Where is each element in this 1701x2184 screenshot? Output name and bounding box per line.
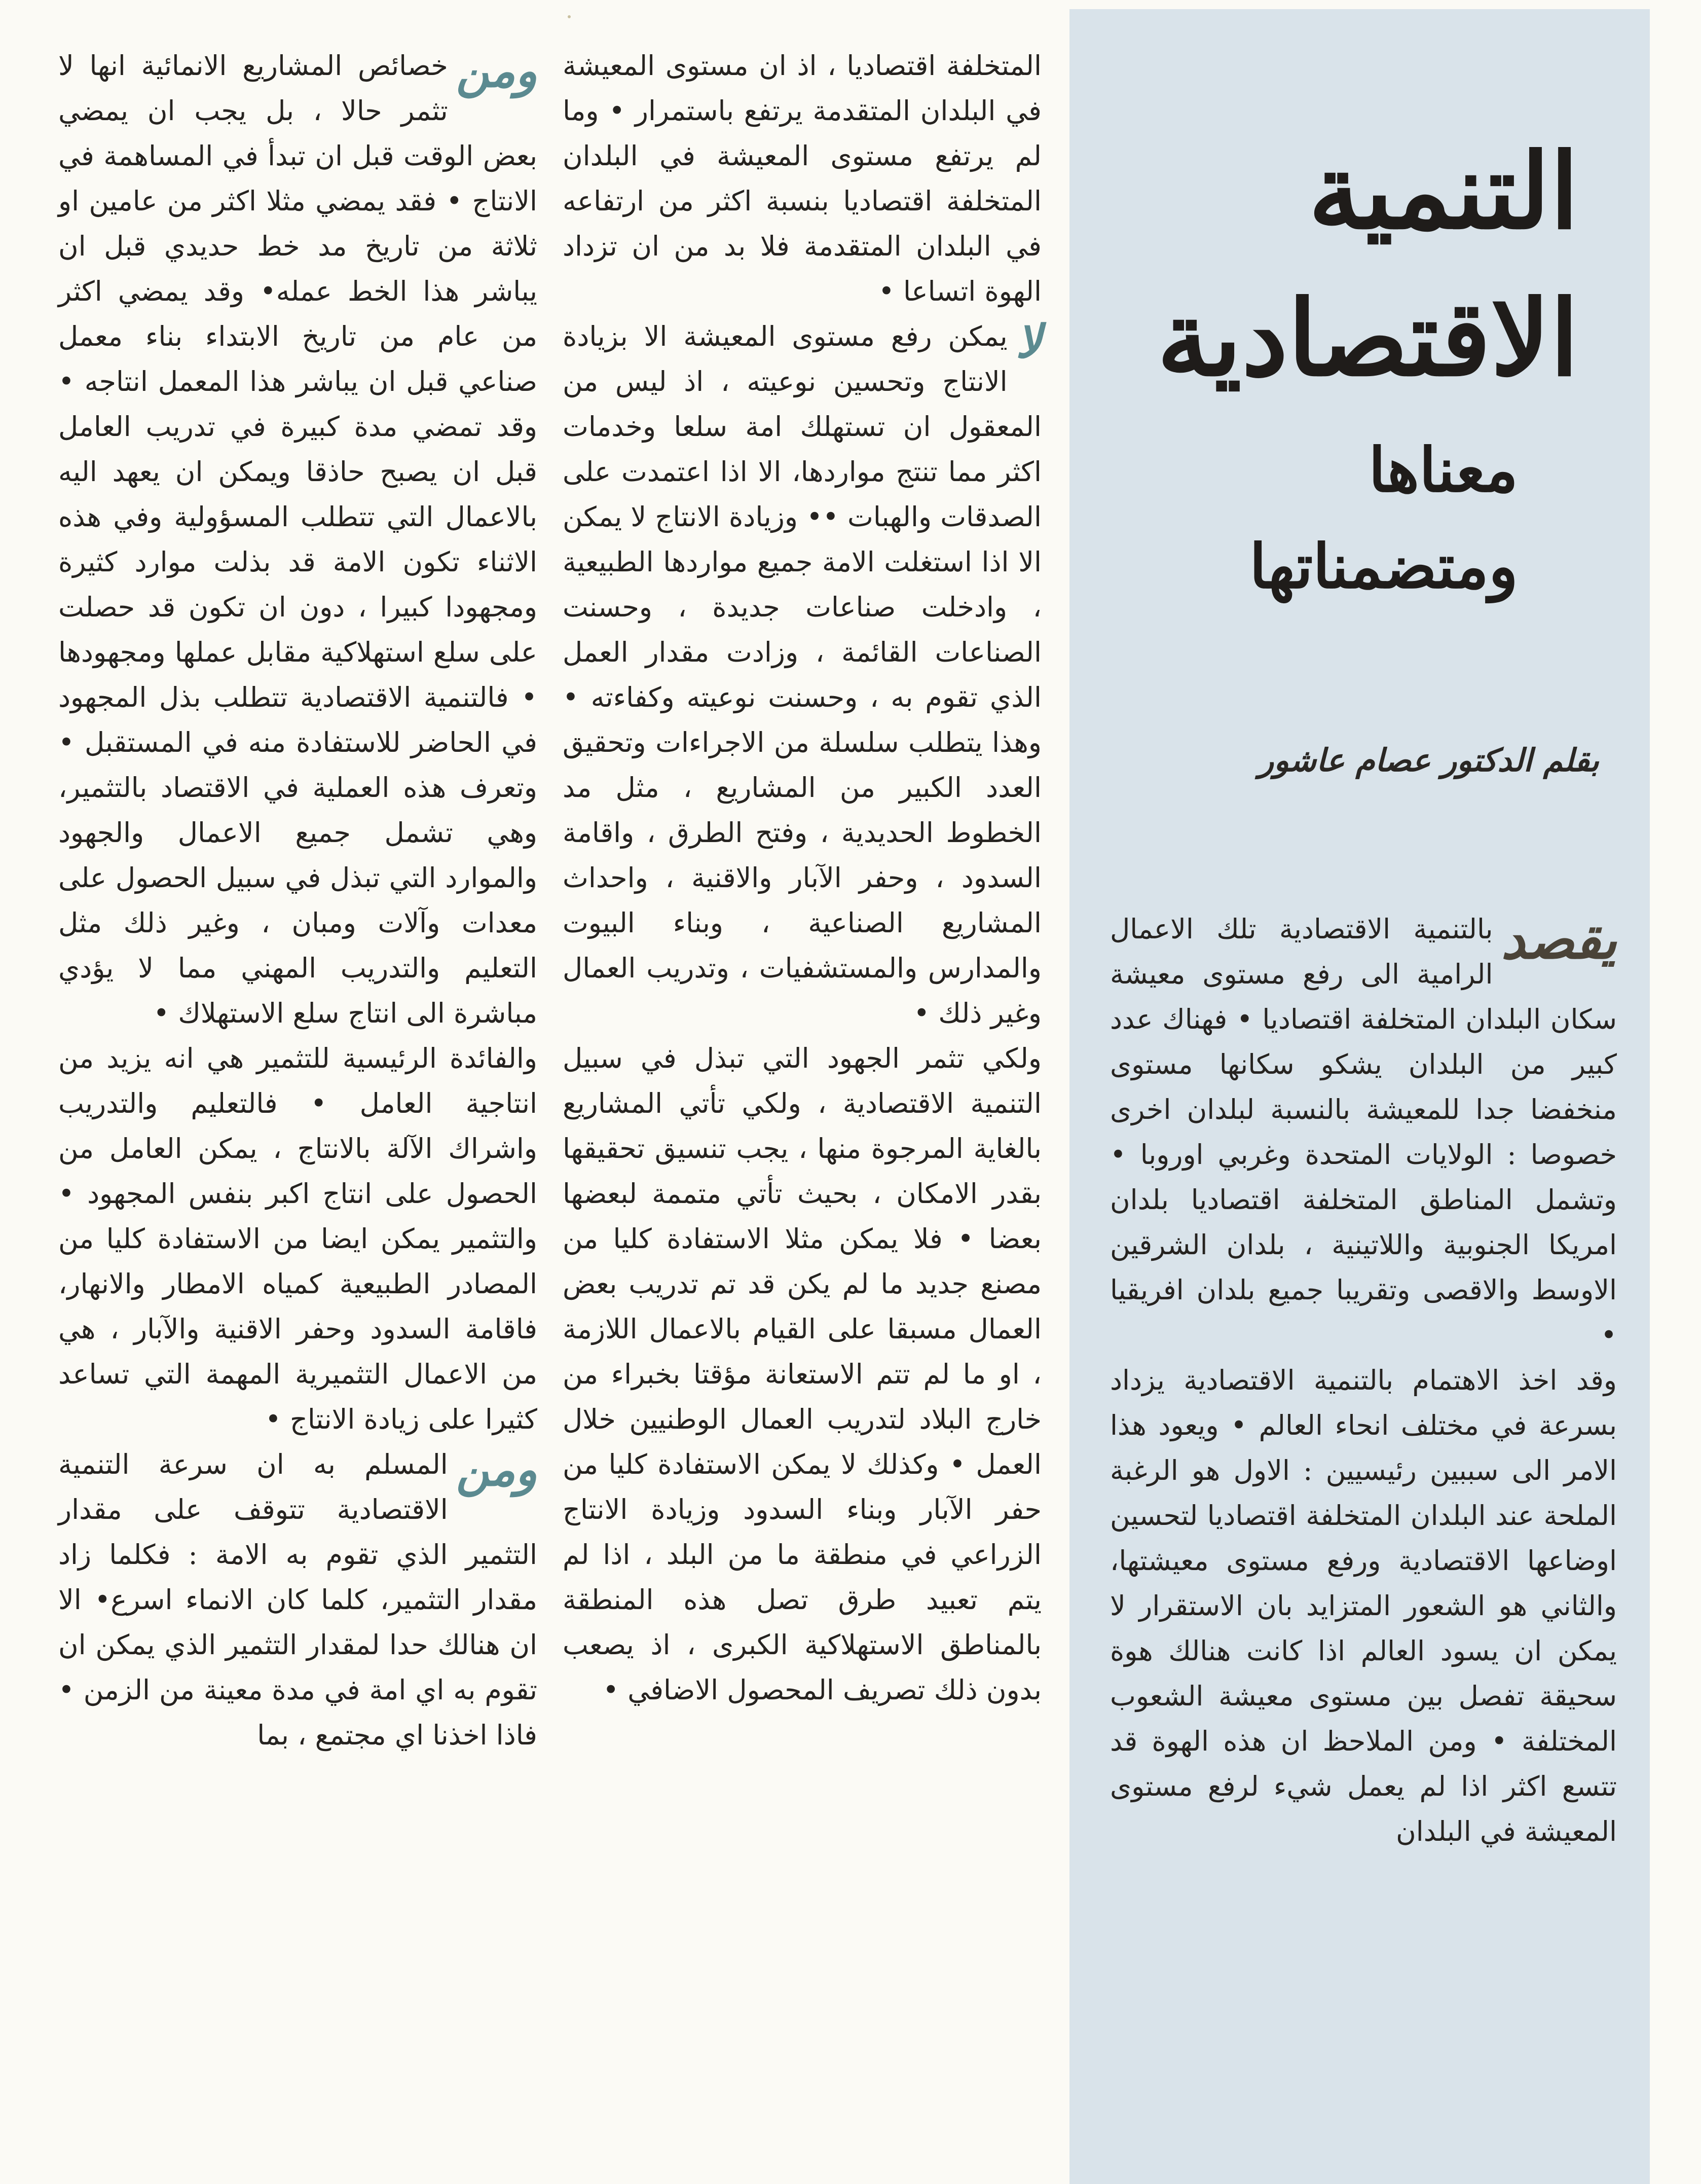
paragraph: ولكي تثمر الجهود التي تبذل في سبيل التنمية الاقتصادية ، ولكي تأتي المشاريع بالغاية المرجوة منها ، يجب تنسيق تحقيقها بقدر الامكان ، بحيث تأتي متممة لبعضها بعضا • فلا يمكن مثلا الاستفادة كليا من مصنع جديد ما لم يكن قد تم تدريب بعض العمال مسبقا على القيام بالاعمال اللازمة ، او ما لم تتم الاستعانة مؤقتا بخبراء من خارج البلاد لتدريب العمال الوطنيين خلال العمل • وكذلك لا يمكن الاستفادة كليا من حفر الآبار وبناء السدود وزيادة الانتاج الزراعي في منطقة ما من البلد ، اذا لم يتم تعبيد طرق تصل هذه المنطقة بالمناطق الاستهلاكية الكبرى ، اذ يصعب بدون ذلك تصريف المحصول الاضافي •: [563, 1042, 1042, 1706]
paragraph: [58, 1442, 537, 1758]
paragraph-text: بالتنمية الاقتصادية تلك الاعمال الرامية الى رفع مستوى معيشة سكان البلدان المتخلفة اقتصاديا • فهناك عدد كبير من البلدان يشكو سكانها مستوى منخفضا جدا للمعيشة بالنسبة لبلدان اخرى خصوصا : الولايات المتحدة وغربي اوروبا • وتشمل المناطق المتخلفة اقتصاديا بلدان امريكا الجنوبية واللاتينية ، بلدان الشرقين الاوسط والاقصى وتقريبا جميع بلدان افريقيا •: [1110, 913, 1617, 1351]
drop-cap: ومن: [456, 44, 537, 98]
title-block: [1123, 118, 1579, 605]
paragraph-text: يمكن رفع مستوى المعيشة الا بزيادة الانتاج وتحسين نوعيته ، اذ ليس من المعقول ان تستهلك امة سلعا وخدمات اكثر مما تنتج مواردها، الا اذا اعتمدت على الصدقات والهبات •• وزيادة الانتاج لا يمكن الا اذا استغلت الامة جميع مواردها الطبيعية ، وادخلت صناعات جديدة ، وحسنت الصناعات القائمة ، وزادت مقدار العمل الذي تقوم به ، وحسنت نوعيته وكفاءته • وهذا يتطلب سلسلة من الاجراءات وتحقيق العدد الكبير من المشاريع ، مثل مد الخطوط الحديدية ، وفتح الطرق ، واقامة السدود ، وحفر الآبار والاقنية ، واحداث المشاريع الصناعية ، وبناء البيوت والمدارس والمستشفيات ، وتدريب العمال وغير ذلك •: [563, 320, 1042, 1029]
drop-cap: لا: [1015, 315, 1042, 369]
title-panel: [1069, 9, 1650, 2184]
subtitle-line-2: ومتضمناتها: [1249, 531, 1518, 602]
intro-paragraph-1: [1110, 906, 1617, 1358]
paragraph-text: خصائص المشاريع الانمائية انها لا تثمر حالا ، بل يجب ان يمضي بعض الوقت قبل ان تبدأ في المساهمة في الانتاج • فقد يمضي مثلا اكثر من عامين او ثلاثة من تاريخ مد خط حديدي قبل ان يباشر هذا الخط عمله• وقد يمضي اكثر من عام من تاريخ الابتداء بناء معمل صناعي قبل ان يباشر هذا المعمل انتاجه • وقد تمضي مدة كبيرة في تدريب العامل قبل ان يصبح حاذقا ويمكن ان يعهد اليه بالاعمال التي تتطلب المسؤولية وفي هذه الاثناء تكون الامة قد بذلت موارد كثيرة ومجهودا كبيرا ، دون ان تكون قد حصلت على سلع استهلاكية مقابل عملها ومجهودها • فالتنمية الاقتصادية تتطلب بذل المجهود في الحاضر للاستفادة منه في المستقبل • وتعرف هذه العملية في الاقتصاد بالتثمير، وهي تشمل جميع الاعمال والجهود والموارد التي تبذل في سبيل الحصول على معدات وآلات ومبان ، وغير ذلك مثل التعليم والتدريب المهني مما لا يؤدي مباشرة الى انتاج سلع الاستهلاك •: [58, 50, 537, 1029]
paragraph-text: المسلم به ان سرعة التنمية الاقتصادية تتوقف على مقدار التثمير الذي تقوم به الامة : فكلما زاد مقدار التثمير، كلما كان الانماء اسرع• الا ان هنالك حدا لمقدار التثمير الذي يمكن ان تقوم به اي امة في مدة معينة من الزمن • فاذا اخذنا اي مجتمع ، بما: [58, 1448, 537, 1751]
title-line-1: التنمية: [1308, 131, 1579, 252]
paragraph: [563, 314, 1042, 1036]
left-column: [58, 43, 537, 1758]
middle-column: [563, 43, 1042, 1713]
drop-cap: ومن: [456, 1443, 537, 1497]
author-byline: بقلم الدكتور عصام عاشور: [1259, 742, 1599, 779]
paragraph: والفائدة الرئيسية للتثمير هي انه يزيد من انتاجية العامل • فالتعليم والتدريب واشراك الآلة بالانتاج ، يمكن العامل من الحصول على انتاج اكبر بنفس المجهود • والتثمير يمكن ايضا من الاستفادة كليا من المصادر الطبيعية كمياه الامطار والانهار، فاقامة السدود وحفر الاقنية والآبار ، هي من الاعمال التثميرية المهمة التي تساعد كثيرا على زيادة الانتاج •: [58, 1042, 537, 1435]
paragraph: المتخلفة اقتصاديا ، اذ ان مستوى المعيشة في البلدان المتقدمة يرتفع باستمرار • وما لم يرتفع مستوى المعيشة في البلدان المتخلفة اقتصاديا بنسبة اكثر من ارتفاعه في البلدان المتقدمة فلا بد من ان تزداد الهوة اتساعا •: [563, 50, 1042, 307]
title-line-2: الاقتصادية: [1157, 278, 1579, 399]
subtitle-line-1: معناها: [1369, 434, 1518, 506]
paragraph: [58, 43, 537, 1036]
paragraph-text: وقد اخذ الاهتمام بالتنمية الاقتصادية يزداد بسرعة في مختلف انحاء العالم • ويعود هذا الامر الى سببين رئيسيين : الاول هو الرغبة الملحة عند البلدان المتخلفة اقتصاديا لتحسين اوضاعها الاقتصادية ورفع مستوى معيشتها، والثاني هو الشعور المتزايد بان الاستقرار لا يمكن ان يسود العالم اذا كانت هنالك هوة سحيقة تفصل بين مستوى معيشة الشعوب المختلفة • ومن الملاحظ ان هذه الهوة قد تتسع اكثر اذا لم يعمل شيء لرفع مستوى المعيشة في البلدان: [1110, 1364, 1617, 1847]
intro-paragraph-2: [1110, 1358, 1617, 1854]
print-speck: [568, 15, 571, 18]
intro-text: [1110, 906, 1617, 1854]
drop-cap: يقصد: [1501, 908, 1617, 971]
